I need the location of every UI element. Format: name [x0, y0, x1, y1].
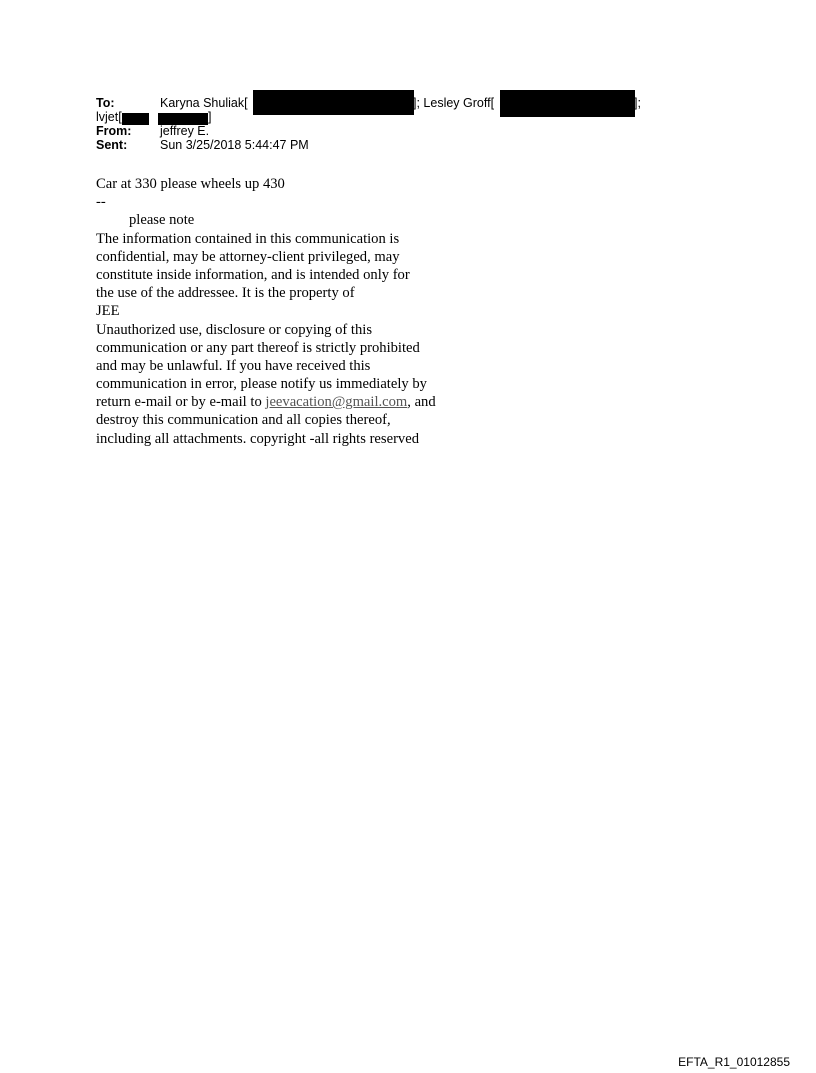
redaction-block: [500, 90, 635, 117]
redaction-block: [253, 90, 414, 115]
disclaimer-line: Unauthorized use, disclosure or copying of this: [96, 321, 373, 338]
disclaimer-line: communication in error, please notify us immediately by: [96, 376, 427, 393]
sent-value: Sun 3/25/2018 5:44:47 PM: [160, 138, 309, 152]
document-id: EFTA_R1_01012855: [678, 1055, 790, 1069]
to-recipient-karyna: Karyna Shuliak[: [160, 96, 248, 110]
to-label: To:: [96, 96, 115, 110]
from-label: From:: [96, 124, 132, 138]
note-heading: please note: [129, 212, 195, 229]
to-line2-end: ]: [208, 110, 212, 124]
disclaimer-line-with-email: [96, 393, 436, 411]
message-text: Car at 330 please wheels up 430: [96, 176, 285, 192]
disclaimer-line: destroy this communication and all copies thereof,: [96, 412, 391, 429]
email-link[interactable]: jeevacation@gmail.com: [265, 394, 408, 411]
to-recipient-lesley: ]; Lesley Groff[: [413, 96, 495, 110]
signature-separator: --: [96, 194, 106, 211]
to-separator: ];: [634, 96, 641, 110]
email-body: [96, 175, 436, 448]
disclaimer-line: communication or any part thereof is strictly prohibited: [96, 339, 420, 356]
to-recipient-lvjet: lvjet[: [96, 110, 122, 124]
return-prefix: return e-mail or by e-mail to: [96, 394, 266, 411]
disclaimer-line: JEE: [96, 303, 120, 320]
from-value: jeffrey E.: [160, 124, 210, 138]
disclaimer-line: confidential, may be attorney-client privileged, may: [96, 248, 400, 265]
sent-label: Sent:: [96, 138, 128, 152]
disclaimer-line: the use of the addressee. It is the property of: [96, 285, 355, 302]
disclaimer-line: constitute inside information, and is intended only for: [96, 266, 410, 283]
disclaimer-line: The information contained in this communication is: [96, 230, 400, 247]
disclaimer-line: including all attachments. copyright -all rights reserved: [96, 430, 419, 447]
disclaimer-line: and may be unlawful. If you have received this: [96, 357, 371, 374]
return-suffix: , and: [407, 394, 436, 411]
